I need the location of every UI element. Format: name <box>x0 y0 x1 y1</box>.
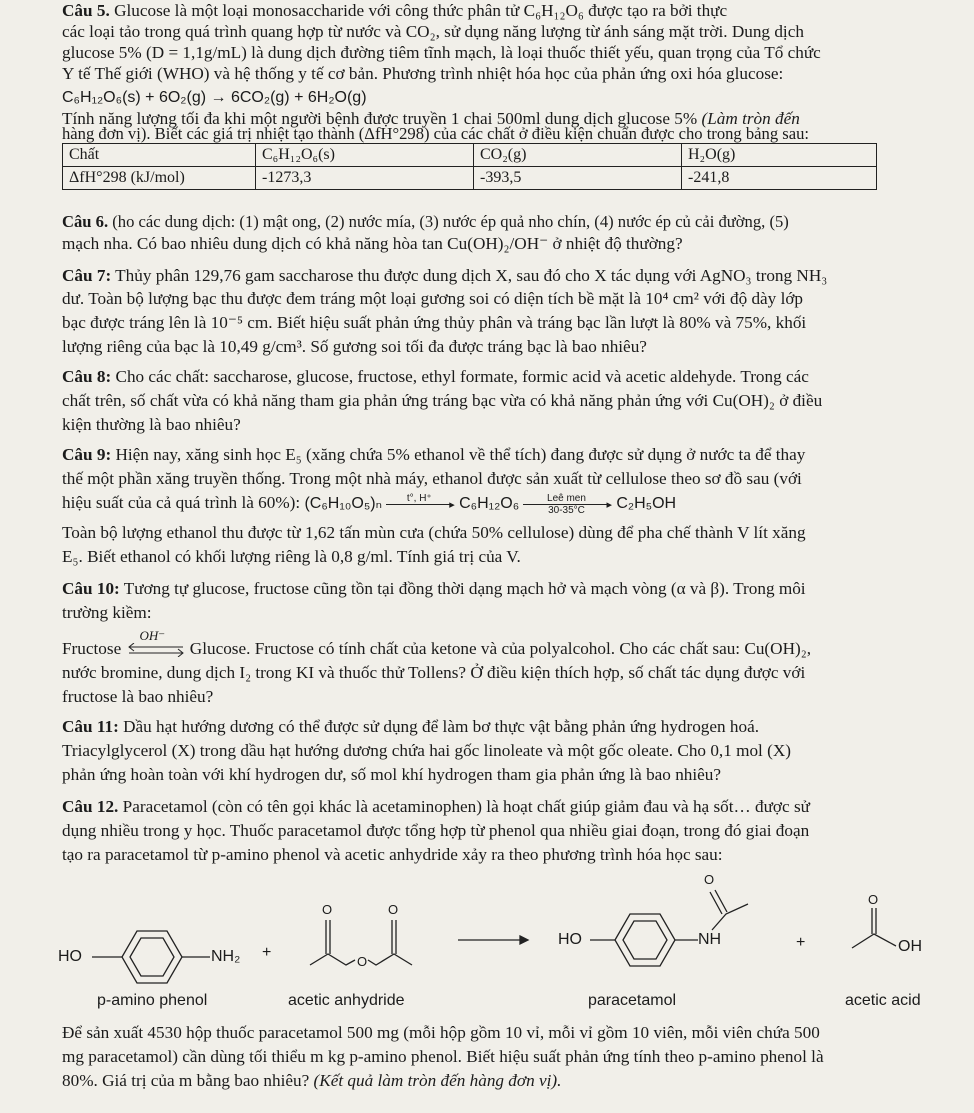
label-acetic-acid: acetic acid <box>845 992 921 1009</box>
q11-line-1: Câu 11: Dầu hạt hướng dương có thể được sử dụng để làm bơ thực vật bằng phản ứng hydrogen hoá. <box>62 717 760 736</box>
table-cell: -241,8 <box>682 167 877 190</box>
plus-sign: + <box>262 944 272 961</box>
q8-line-2: chất trên, số chất vừa có khả năng tham gia phản ứng tráng bạc vừa có khả năng phản ứng với Cu(OH)₂ ở điều <box>62 391 823 410</box>
plus-sign: + <box>796 934 806 951</box>
q9-line-2: thế một phần xăng truyền thống. Trong một nhà máy, ethanol được sản xuất từ cellulose theo sơ đồ sau (với <box>62 469 802 488</box>
q9-line-1: Câu 9: Hiện nay, xăng sinh học E₅ (xăng chứa 5% ethanol về thể tích) đang được sử dụng ở nước ta để thay <box>62 445 806 464</box>
q9-line-5: E₅. Biết ethanol có khối lượng riêng là 0,8 g/ml. Tính giá trị của V. <box>62 547 521 566</box>
q11-line-3: phản ứng hoàn toàn với khí hydrogen dư, số mol khí hydrogen tham gia phản ứng là bao nhiêu? <box>62 765 722 784</box>
equilibrium-arrow: OH⁻ <box>126 643 186 657</box>
ho-group: HO <box>558 931 582 948</box>
enthalpy-table <box>62 143 877 190</box>
paracetamol-structure <box>590 890 748 966</box>
p-amino-phenol-structure <box>92 931 210 983</box>
q5-line-3: glucose 5% (D = 1,1g/mL) là dung dịch đường tiêm tĩnh mạch, là loại thuốc thiết yếu, quan trọng của Tổ chức <box>62 43 821 62</box>
q6-line-2: mạch nha. Có bao nhiêu dung dịch có khả năng hòa tan Cu(OH)₂/OH⁻ ở nhiệt độ thường? <box>62 234 683 253</box>
oxygen-atom: O <box>388 902 399 917</box>
acetic-acid-structure <box>852 908 896 948</box>
table-cell: C₆H₁₂O₆(s) <box>256 144 474 167</box>
q7-line-4: lượng riêng của bạc là 10,49 g/cm³. Số gương soi tối đa được tráng bạc là bao nhiêu? <box>62 337 647 356</box>
table-cell: -393,5 <box>474 167 682 190</box>
q10-line-4: nước bromine, dung dịch I₂ trong KI và thuốc thử Tollens? Ở điều kiện thích hợp, số chất tác dụng được với <box>62 663 806 682</box>
q10-line-1: Câu 10: Tương tự glucose, fructose cũng tồn tại đồng thời dạng mạch hở và mạch vòng (α và β). Trong môi <box>62 579 806 598</box>
q5-line-2: các loại tảo trong quá trình quang hợp từ nước và CO₂, sử dụng năng lượng từ ánh sáng mặt trời. Dung dịch <box>62 22 804 41</box>
table-cell: ΔfH°298 (kJ/mol) <box>63 167 256 190</box>
q5-line-1: Câu 5. Glucose là một loại monosaccharide với công thức phân tử C₆H₁₂O₆ được tạo ra bởi thực <box>62 1 728 20</box>
q9-line-3: hiệu suất của cả quá trình là 60%): (C₆H₁₀O₅)ₙ t°, H⁺ ▸ C₆H₁₂O₆ Leê men 30-35°C ▸ C₂H₅OH <box>62 492 677 516</box>
q9-line-4: Toàn bộ lượng ethanol thu được từ 1,62 tấn mùn cưa (chứa 50% cellulose) dùng để pha chế thành V lít xăng <box>62 523 806 542</box>
reaction-scheme <box>0 870 974 1015</box>
q12-line-4: Để sản xuất 4530 hộp thuốc paracetamol 500 mg (mỗi hộp gồm 10 vỉ, mỗi vỉ gồm 10 viên, mỗi viên chứa 500 <box>62 1023 820 1042</box>
q12-line-1: Câu 12. Paracetamol (còn có tên gọi khác là acetaminophen) là hoạt chất giúp giảm đau và hạ sốt… được sử <box>62 797 810 816</box>
q12-line-2: dụng nhiều trong y học. Thuốc paracetamol được tổng hợp từ phenol qua nhiều giai đoạn, trong đó giai đoạn <box>62 821 810 840</box>
q12-line-5: mg paracetamol) cần dùng tối thiểu m kg p-amino phenol. Biết hiệu suất phản ứng tính theo p-amino phenol là <box>62 1047 824 1066</box>
label-p-amino-phenol: p-amino phenol <box>97 992 208 1009</box>
label-paracetamol: paracetamol <box>588 992 677 1009</box>
q8-line-3: kiện thường là bao nhiêu? <box>62 415 241 434</box>
nh-group: NH <box>698 931 722 948</box>
table-cell: H₂O(g) <box>682 144 877 167</box>
q5-equation: C₆H₁₂O₆(s) + 6O₂(g) → 6CO₂(g) + 6H₂O(g) <box>62 89 367 106</box>
double-arrow-icon <box>126 643 186 657</box>
table-row <box>63 144 877 167</box>
q7-line-3: bạc được tráng lên là 10⁻⁵ cm. Biết hiệu suất phản ứng thủy phân và tráng bạc lần lượt là 80% và 75%, khối <box>62 313 807 332</box>
q12-line-3: tạo ra paracetamol từ p-amino phenol và acetic anhydride xảy ra theo phương trình hóa học sau: <box>62 845 723 864</box>
table-cell: Chất <box>63 144 256 167</box>
q11-line-2: Triacylglycerol (X) trong dầu hạt hướng dương chứa hai gốc linoleate và một gốc oleate. Cho 0,1 mol (X) <box>62 741 791 760</box>
oh-group: OH <box>898 938 922 955</box>
oxygen-atom: O <box>868 892 879 907</box>
oxygen-atom: O <box>704 872 715 887</box>
oxygen-atom: O <box>357 954 368 969</box>
label-acetic-anhydride: acetic anhydride <box>288 992 405 1009</box>
q5-line-5: Tính năng lượng tối đa khi một người bệnh được truyền 1 chai 500ml dung dịch glucose 5% (Làm tròn đến <box>62 109 800 128</box>
q10-line-5: fructose là bao nhiêu? <box>62 687 214 706</box>
q10-line-3: Fructose OH⁻ Glucose. Fructose có tính chất của ketone và của polyalcohol. Cho các chất sau: Cu(OH)₂, <box>62 628 811 658</box>
nh2-group: NH₂ <box>211 948 241 965</box>
q10-line-2: trường kiềm: <box>62 603 152 622</box>
reaction-arrow: t°, H⁺ <box>386 493 452 516</box>
fermentation-arrow: Leê men 30-35°C <box>523 493 609 516</box>
table-row <box>63 167 877 190</box>
q7-line-2: dư. Toàn bộ lượng bạc thu được đem tráng một loại gương soi có diện tích bề mặt là 10⁴ cm² với độ dày lớp <box>62 289 804 308</box>
q5-line-6: hàng đơn vị). Biết các giá trị nhiệt tạo thành (ΔfH°298) của các chất ở điều kiện chuẩn được cho trong bảng sau: <box>62 124 810 143</box>
table-cell: CO₂(g) <box>474 144 682 167</box>
q12-line-6: 80%. Giá trị của m bằng bao nhiêu? (Kết quả làm tròn đến hàng đơn vị). <box>62 1071 562 1090</box>
q5-line-4: Y tế Thế giới (WHO) và hệ thống y tế cơ bản. Phương trình nhiệt hóa học của phản ứng oxi hóa glucose: <box>62 64 784 83</box>
q8-line-1: Câu 8: Cho các chất: saccharose, glucose, fructose, ethyl formate, formic acid và acetic aldehyde. Trong các <box>62 367 809 386</box>
q6-line-1: Câu 6. (ho các dung dịch: (1) mật ong, (2) nước mía, (3) nước ép quả nho chín, (4) nước ép củ cải đường, (5) <box>62 212 789 231</box>
main-reaction-arrow <box>458 936 528 944</box>
oxygen-atom: O <box>322 902 333 917</box>
ho-group: HO <box>58 948 82 965</box>
q7-line-1: Câu 7: Thủy phân 129,76 gam saccharose thu được dung dịch X, sau đó cho X tác dụng với AgNO₃ trong NH₃ <box>62 266 828 285</box>
table-cell: -1273,3 <box>256 167 474 190</box>
